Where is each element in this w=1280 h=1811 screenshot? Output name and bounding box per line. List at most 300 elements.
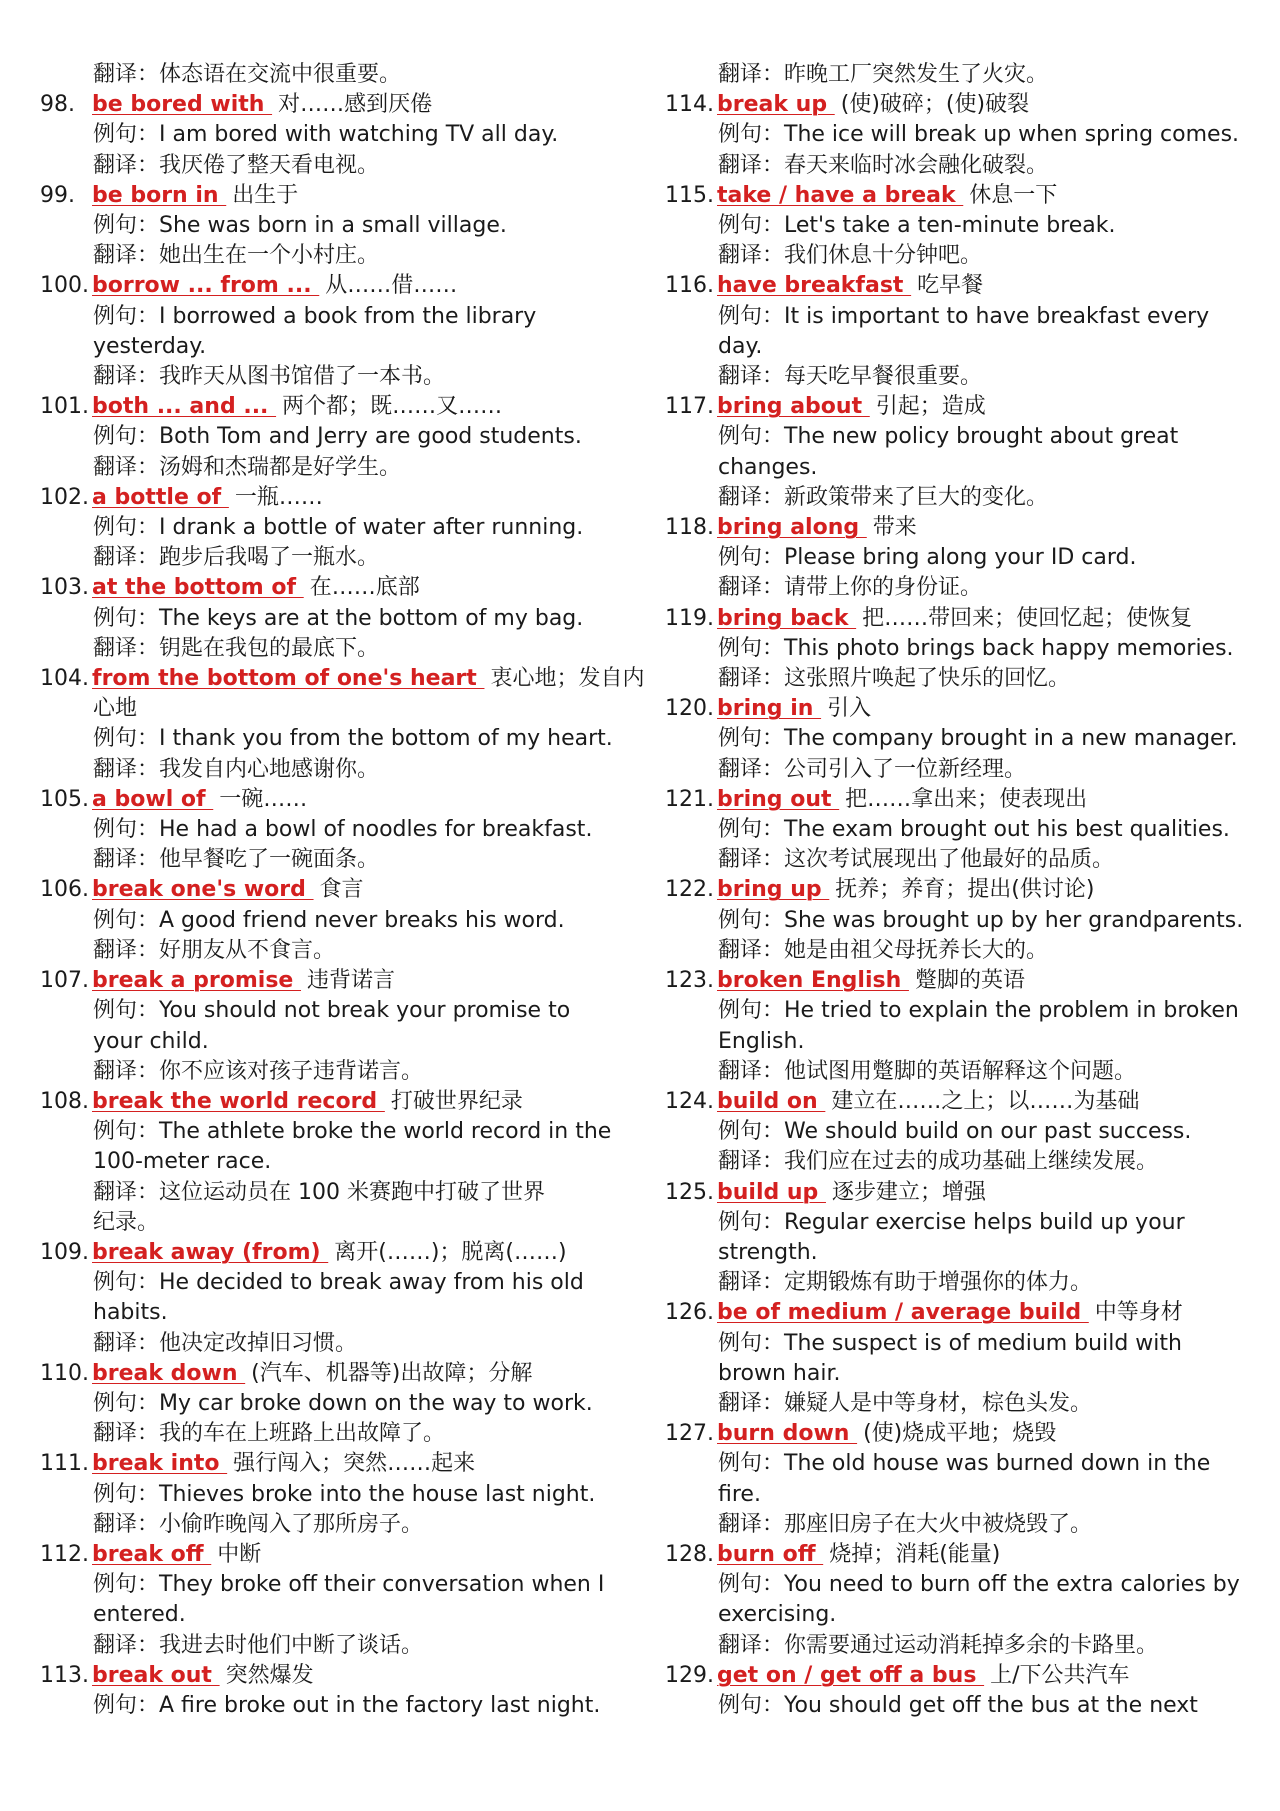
example-label: 例句：: [93, 1119, 160, 1145]
phrase: a bottle of: [92, 484, 229, 510]
phrase: bring in: [717, 696, 822, 722]
translation-line: [665, 151, 1255, 181]
example-continued: fire.: [718, 1481, 761, 1507]
translation-label: 翻译：: [718, 666, 785, 692]
vocab-entry: [40, 1087, 630, 1238]
phrase: from the bottom of one's heart: [92, 666, 485, 692]
vocab-entry: [40, 875, 630, 966]
example-label: 例句：: [93, 303, 160, 329]
entry-heading: [665, 875, 1255, 905]
vocab-entry: [665, 1661, 1255, 1721]
meaning: 违背诺言: [307, 968, 396, 994]
phrase: be born in: [92, 182, 227, 208]
vocab-entry: [665, 392, 1255, 513]
meaning: 打破世界纪录: [390, 1088, 523, 1114]
translation-line: [665, 573, 1255, 603]
example-sentence: She was born in a small village.: [159, 213, 507, 239]
translation-line: [665, 1147, 1255, 1177]
example-label: 例句：: [93, 515, 160, 541]
translation-label: 翻译：: [93, 364, 160, 390]
example-sentence: He had a bowl of noodles for breakfast.: [159, 817, 593, 843]
entry-number: 113.: [40, 1662, 89, 1688]
meaning: 在……底部: [309, 575, 420, 601]
phrase: be bored with: [92, 92, 273, 118]
translation-label: 翻译：: [718, 1270, 785, 1296]
translation-line: [665, 362, 1255, 392]
example-sentence: The keys are at the bottom of my bag.: [159, 605, 584, 631]
translation-line: [40, 1329, 630, 1359]
entry-heading: [40, 1087, 630, 1117]
phrase: bring about: [717, 394, 870, 420]
example-line: [40, 604, 630, 634]
translation-line: [40, 845, 630, 875]
entry-number: 128.: [665, 1541, 714, 1567]
example-line: [665, 1208, 1255, 1238]
phrase: break off: [92, 1541, 212, 1567]
translation-label: 翻译：: [718, 1149, 785, 1175]
meaning: 一瓶……: [234, 484, 323, 510]
example-line: [40, 1389, 630, 1419]
example-line: [40, 1117, 630, 1147]
example-sentence: Please bring along your ID card.: [784, 545, 1137, 571]
translation-label: 翻译：: [93, 1421, 160, 1447]
translation-text: 小偷昨晚闯入了那所房子。: [159, 1511, 424, 1537]
example-label: 例句：: [718, 1451, 785, 1477]
entry-number: 118.: [665, 515, 714, 541]
example-sentence: A fire broke out in the factory last night.: [159, 1692, 601, 1718]
translation-line: [40, 1510, 630, 1540]
entry-heading: [665, 604, 1255, 634]
translation-text: 跑步后我喝了一瓶水。: [159, 545, 380, 571]
entry-heading: [40, 271, 630, 301]
entry-heading: [40, 1661, 630, 1691]
translation-continued: 纪录。: [93, 1209, 160, 1235]
translation-line: [40, 362, 630, 392]
example-label: 例句：: [718, 424, 785, 450]
translation-label: 翻译：: [93, 847, 160, 873]
example-line: [665, 302, 1255, 332]
example-label: 例句：: [718, 122, 785, 148]
example-line: [665, 211, 1255, 241]
vocab-entry: [40, 90, 630, 181]
example-label: 例句：: [718, 998, 785, 1024]
example-label: 例句：: [718, 907, 785, 933]
example-sentence: He decided to break away from his old: [159, 1270, 584, 1296]
translation-text: 定期锻炼有助于增强你的体力。: [784, 1270, 1093, 1296]
translation-text: 每天吃早餐很重要。: [784, 364, 983, 390]
translation-label: 翻译：: [93, 152, 160, 178]
translation-line: [40, 1631, 630, 1661]
entry-heading: [665, 392, 1255, 422]
example-line: [665, 1449, 1255, 1479]
entry-heading: [665, 1298, 1255, 1328]
example-sentence: You need to burn off the extra calories by: [784, 1572, 1240, 1598]
vocab-entry: [665, 1178, 1255, 1299]
example-continued: changes.: [718, 454, 818, 480]
example-label: 例句：: [718, 213, 785, 239]
translation-line: [40, 1419, 630, 1449]
translation-label: 翻译：: [718, 243, 785, 269]
entry-heading: [665, 181, 1255, 211]
vocab-entry: [665, 181, 1255, 272]
entry-heading: [665, 1178, 1255, 1208]
meaning: 食言: [319, 877, 364, 903]
translation-label: 翻译：: [93, 1511, 160, 1537]
translation-line: [665, 664, 1255, 694]
entry-number: 127.: [665, 1421, 714, 1447]
entry-heading: [665, 271, 1255, 301]
translation-label: 翻译：: [93, 243, 160, 269]
translation-label: 翻译：: [718, 937, 785, 963]
example-sentence: We should build on our past success.: [784, 1119, 1192, 1145]
example-sentence: Thieves broke into the house last night.: [159, 1481, 596, 1507]
vocab-entry: [665, 271, 1255, 392]
example-sentence: They broke off their conversation when I: [159, 1572, 605, 1598]
example-label: 例句：: [93, 213, 160, 239]
translation-text: 我昨天从图书馆借了一本书。: [159, 364, 446, 390]
phrase: break a promise: [92, 968, 302, 994]
vocab-entry: [665, 1298, 1255, 1419]
vocab-entry: [665, 694, 1255, 785]
meaning: 建立在……之上；以……为基础: [831, 1088, 1140, 1114]
entry-number: 107.: [40, 968, 89, 994]
entry-heading: [40, 483, 630, 513]
translation-text: 我的车在上班路上出故障了。: [159, 1421, 446, 1447]
phrase: bring back: [717, 605, 857, 631]
example-label: 例句：: [93, 998, 160, 1024]
entry-list: [40, 90, 645, 1721]
entry-heading: [40, 1238, 630, 1268]
entry-heading: [40, 966, 630, 996]
entry-number: 106.: [40, 877, 89, 903]
example-line: [665, 1117, 1255, 1147]
entry-heading: [40, 1359, 630, 1389]
entry-number: 109.: [40, 1239, 89, 1265]
vocab-entry: [40, 392, 630, 483]
entry-number: 119.: [665, 605, 714, 631]
vocab-entry: [665, 1087, 1255, 1178]
example-continued: habits.: [93, 1300, 168, 1326]
example-sentence: I drank a bottle of water after running.: [159, 515, 584, 541]
example-line: [40, 513, 630, 543]
translation-line: [40, 936, 630, 966]
meaning: 吃早餐: [917, 273, 984, 299]
entry-heading: [665, 1419, 1255, 1449]
phrase: take / have a break: [717, 182, 964, 208]
entry-heading: [665, 90, 1255, 120]
example-line: [665, 634, 1255, 664]
translation-line: [40, 543, 630, 573]
entry-heading: [40, 392, 630, 422]
vocab-entry: [665, 1540, 1255, 1661]
entry-heading: [40, 1449, 630, 1479]
translation-line: [665, 1631, 1255, 1661]
translation-line: [40, 241, 630, 271]
translation-text: 你需要通过运动消耗掉多余的卡路里。: [784, 1632, 1159, 1658]
example-sentence: The ice will break up when spring comes.: [784, 122, 1240, 148]
translation-text: 她是由祖父母抚养长大的。: [784, 937, 1049, 963]
meaning: 休息一下: [969, 182, 1058, 208]
vocab-entry: [665, 90, 1255, 181]
phrase: break out: [92, 1662, 220, 1688]
translation-text: 这位运动员在 100 米赛跑中打破了世界: [159, 1179, 545, 1205]
translation-text: 新政策带来了巨大的变化。: [784, 484, 1049, 510]
example-label: 例句：: [718, 545, 785, 571]
phrase: be of medium / average build: [717, 1300, 1089, 1326]
phrase: have breakfast: [717, 273, 912, 299]
translation-text: 我厌倦了整天看电视。: [159, 152, 380, 178]
translation-text: 这张照片唤起了快乐的回忆。: [784, 666, 1071, 692]
example-line: [665, 906, 1255, 936]
example-line: [665, 815, 1255, 845]
entry-number: 101.: [40, 394, 89, 420]
phrase: burn off: [717, 1541, 824, 1567]
translation-text: 好朋友从不食言。: [159, 937, 336, 963]
phrase: broken English: [717, 968, 909, 994]
translation-label: 翻译：: [93, 937, 160, 963]
example-line: [665, 120, 1255, 150]
meaning: 烧掉；消耗(能量): [829, 1541, 1001, 1567]
phrase: build on: [717, 1088, 826, 1114]
translation-line: [40, 453, 630, 483]
entry-number: 129.: [665, 1662, 714, 1688]
vocab-entry: [665, 785, 1255, 876]
translation-label: 翻译：: [93, 545, 160, 571]
example-label: 例句：: [718, 1572, 785, 1598]
meaning: 引入: [827, 696, 872, 722]
entry-heading: [40, 90, 630, 120]
example-sentence: I am bored with watching TV all day.: [159, 122, 559, 148]
example-continued: day.: [718, 333, 763, 359]
example-label: 例句：: [718, 1209, 785, 1235]
translation-label: 翻译：: [718, 1511, 785, 1537]
translation-line: [40, 1178, 630, 1208]
translation-text: 请带上你的身份证。: [784, 575, 983, 601]
vocab-entry: [40, 271, 630, 392]
example-line: [40, 815, 630, 845]
phrase: a bowl of: [92, 786, 214, 812]
vocab-entry: [665, 966, 1255, 1087]
entry-heading: [665, 1540, 1255, 1570]
translation-line: [665, 241, 1255, 271]
meaning: 抚养；养育；提出(供讨论): [835, 877, 1095, 903]
example-continued: yesterday.: [93, 333, 207, 359]
vocab-entry: [40, 664, 645, 785]
example-sentence: I borrowed a book from the library: [159, 303, 537, 329]
example-line: [40, 906, 630, 936]
example-line: [665, 422, 1255, 452]
example-label: 例句：: [93, 122, 160, 148]
meaning: 从……借……: [325, 273, 458, 299]
example-label: 例句：: [93, 1390, 160, 1416]
meaning-continued: 心地: [93, 696, 138, 722]
example-sentence: The new policy brought about great: [784, 424, 1179, 450]
entry-heading: [40, 181, 630, 211]
translation-text: 那座旧房子在大火中被烧毁了。: [784, 1511, 1093, 1537]
continued-translation: 翻译：体态语在交流中很重要。: [93, 62, 402, 87]
translation-label: 翻译：: [93, 454, 160, 480]
translation-label: 翻译：: [93, 1632, 160, 1658]
example-label: 例句：: [718, 1692, 785, 1718]
example-label: 例句：: [93, 817, 160, 843]
translation-line: [40, 755, 630, 785]
meaning: (使)烧成平地；烧毁: [863, 1421, 1057, 1447]
vocab-entry: [665, 875, 1255, 966]
example-label: 例句：: [93, 907, 160, 933]
meaning: (汽车、机器等)出故障；分解: [251, 1360, 533, 1386]
example-label: 例句：: [93, 1270, 160, 1296]
translation-label: 翻译：: [718, 364, 785, 390]
entry-heading: [665, 785, 1255, 815]
left-column: [40, 60, 645, 1721]
vocab-entry: [40, 1661, 630, 1721]
translation-label: 翻译：: [718, 1058, 785, 1084]
vocab-entry: [40, 1540, 630, 1661]
example-sentence: Regular exercise helps build up your: [784, 1209, 1185, 1235]
meaning: 把……带回来；使回忆起；使恢复: [862, 605, 1193, 631]
meaning: 突然爆发: [225, 1662, 314, 1688]
entry-heading: [665, 513, 1255, 543]
translation-label: 翻译：: [718, 1632, 785, 1658]
translation-line: [665, 845, 1255, 875]
example-label: 例句：: [93, 605, 160, 631]
entry-heading: [40, 785, 630, 815]
phrase: break away (from): [92, 1239, 329, 1265]
vocab-entry: [40, 483, 630, 574]
vocab-entry: [40, 966, 630, 1087]
translation-text: 我进去时他们中断了谈话。: [159, 1632, 424, 1658]
translation-text: 他决定改掉旧习惯。: [159, 1330, 358, 1356]
example-label: 例句：: [93, 1481, 160, 1507]
example-sentence: I thank you from the bottom of my heart.: [159, 726, 613, 752]
phrase: break into: [92, 1451, 228, 1477]
example-continued: brown hair.: [718, 1360, 841, 1386]
entry-list: [665, 90, 1255, 1721]
example-label: 例句：: [93, 1572, 160, 1598]
example-sentence: My car broke down on the way to work.: [159, 1390, 593, 1416]
example-sentence: This photo brings back happy memories.: [784, 635, 1234, 661]
translation-label: 翻译：: [718, 575, 785, 601]
entry-heading: [665, 694, 1255, 724]
meaning: 带来: [872, 515, 917, 541]
example-sentence: You should not break your promise to: [159, 998, 571, 1024]
example-line: [40, 724, 630, 754]
entry-number: 116.: [665, 273, 714, 299]
translation-line: [665, 1510, 1255, 1540]
translation-line: [665, 1268, 1255, 1298]
entry-heading: [40, 875, 630, 905]
meaning: 衷心地；发自内: [490, 666, 645, 692]
translation-text: 我发自内心地感谢你。: [159, 756, 380, 782]
entry-number: 110.: [40, 1360, 89, 1386]
meaning: 蹩脚的英语: [914, 968, 1025, 994]
example-label: 例句：: [718, 635, 785, 661]
translation-label: 翻译：: [93, 1058, 160, 1084]
example-continued: entered.: [93, 1602, 186, 1628]
meaning: 出生于: [232, 182, 299, 208]
example-continued: your child.: [93, 1028, 209, 1054]
example-sentence: Let's take a ten-minute break.: [784, 213, 1116, 239]
translation-label: 翻译：: [718, 1390, 785, 1416]
example-continued: 100-meter race.: [93, 1149, 272, 1175]
translation-label: 翻译：: [93, 756, 160, 782]
phrase: bring up: [717, 877, 830, 903]
example-sentence: She was brought up by her grandparents.: [784, 907, 1244, 933]
phrase: get on / get off a bus: [717, 1662, 985, 1688]
translation-text: 汤姆和杰瑞都是好学生。: [159, 454, 402, 480]
example-line: [40, 211, 630, 241]
example-line: [665, 996, 1255, 1026]
entry-heading: [40, 1540, 630, 1570]
example-sentence: The athlete broke the world record in the: [159, 1119, 612, 1145]
translation-line: [665, 755, 1255, 785]
example-sentence: A good friend never breaks his word.: [159, 907, 565, 933]
vocab-entry: [40, 1359, 630, 1450]
translation-label: 翻译：: [718, 847, 785, 873]
vocab-entry: [40, 573, 630, 664]
example-line: [40, 996, 630, 1026]
translation-label: 翻译：: [718, 484, 785, 510]
meaning: 逐步建立；增强: [831, 1179, 986, 1205]
translation-line: [40, 1057, 630, 1087]
example-sentence: He tried to explain the problem in broken: [784, 998, 1239, 1024]
vocab-entry: [665, 513, 1255, 604]
entry-number: 122.: [665, 877, 714, 903]
example-line: [40, 1268, 630, 1298]
translation-line: [40, 634, 630, 664]
entry-number: 108.: [40, 1088, 89, 1114]
example-label: 例句：: [93, 424, 160, 450]
example-label: 例句：: [93, 726, 160, 752]
entry-number: 115.: [665, 182, 714, 208]
translation-text: 春天来临时冰会融化破裂。: [784, 152, 1049, 178]
continued-translation: 翻译：昨晚工厂突然发生了火灾。: [718, 62, 1049, 87]
translation-text: 嫌疑人是中等身材，棕色头发。: [784, 1390, 1093, 1416]
entry-number: 99.: [40, 182, 75, 208]
example-line: [40, 302, 630, 332]
phrase: break one's word: [92, 877, 314, 903]
translation-label: 翻译：: [718, 152, 785, 178]
example-line: [40, 1691, 630, 1721]
translation-line: [665, 1057, 1255, 1087]
entry-number: 100.: [40, 273, 89, 299]
example-label: 例句：: [718, 1330, 785, 1356]
entry-number: 103.: [40, 575, 89, 601]
entry-number: 125.: [665, 1179, 714, 1205]
example-label: 例句：: [718, 1119, 785, 1145]
entry-heading: [40, 664, 645, 694]
translation-text: 公司引入了一位新经理。: [784, 756, 1027, 782]
entry-number: 120.: [665, 696, 714, 722]
meaning: 引起；造成: [875, 394, 986, 420]
entry-number: 121.: [665, 786, 714, 812]
meaning: 上/下公共汽车: [990, 1662, 1130, 1688]
vocab-entry: [40, 785, 630, 876]
phrase: break down: [92, 1360, 246, 1386]
translation-label: 翻译：: [93, 635, 160, 661]
phrase: bring out: [717, 786, 840, 812]
example-line: [40, 120, 630, 150]
phrase: burn down: [717, 1421, 858, 1447]
phrase: at the bottom of: [92, 575, 304, 601]
example-continued: strength.: [718, 1239, 818, 1265]
example-continued: English.: [718, 1028, 805, 1054]
example-sentence: It is important to have breakfast every: [784, 303, 1210, 329]
entry-number: 102.: [40, 484, 89, 510]
vocab-entry: [40, 1238, 630, 1359]
translation-line: [665, 483, 1255, 513]
example-sentence: Both Tom and Jerry are good students.: [159, 424, 582, 450]
